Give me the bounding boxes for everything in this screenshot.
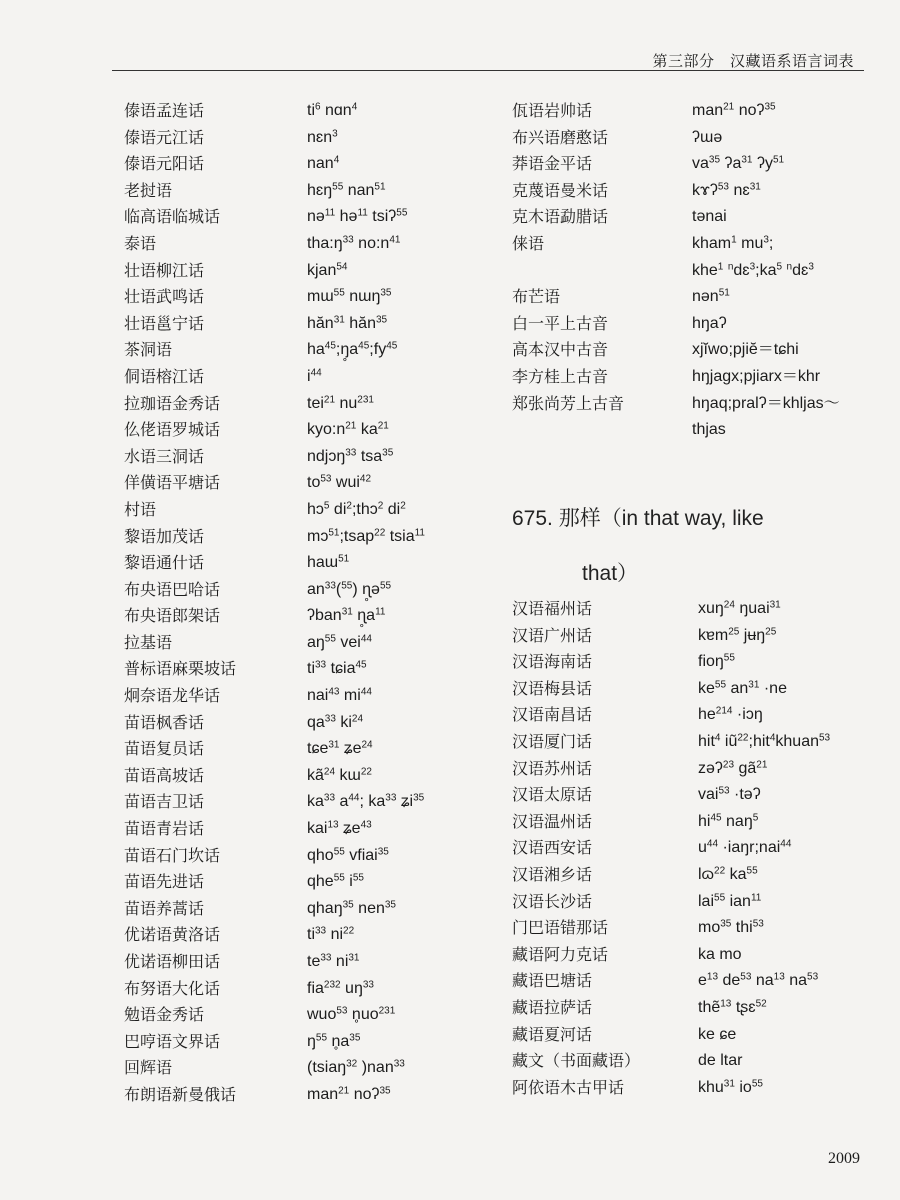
entry-row <box>512 364 872 391</box>
entry-row <box>512 862 882 889</box>
transcription-value: hɔ$^5$ $di^2;thɔ^2$ $di^2$ <box>307 500 406 518</box>
entry-row <box>512 782 882 809</box>
language-label: 苗语先进话 <box>124 872 205 892</box>
transcription-value: $u^{44}$ ·iaŋr;nai$^{44}$ <box>698 838 792 857</box>
transcription-value: haɯ$^{51}$ <box>307 553 350 572</box>
entry-row <box>124 843 504 870</box>
transcription-value: $kã^{24}$ kɯ$^{22}$ <box>307 766 372 784</box>
entry-row <box>512 125 872 152</box>
entry-row <box>124 922 504 949</box>
transcription-value: xjĭwo;pjiĕ＝tɕhi <box>692 341 799 359</box>
transcription-value: fia$^{232}$ $uŋ^{33}$ <box>307 979 374 997</box>
section-title-line2: that） <box>582 562 639 585</box>
transcription-value: $va^{35}$ ʔa$^{31}$ ʔy$^{51}$ <box>692 154 785 173</box>
transcription-value: hŋjagx;pjiarx＝khr <box>692 367 821 385</box>
language-label: 拉珈语金秀话 <box>124 393 221 413</box>
language-label: 汉语湘乡话 <box>512 864 593 884</box>
language-label: 临高语临城话 <box>124 207 221 227</box>
language-label: 郑张尚芳上古音 <box>512 393 625 413</box>
transcription-value: qho$^{55}$ vfiai$^{35}$ <box>307 846 389 864</box>
entry-row <box>512 391 872 418</box>
entry-row <box>512 1075 882 1102</box>
entry-row <box>124 869 504 896</box>
language-label: 苗语养蒿话 <box>124 898 205 918</box>
entry-row <box>512 1022 882 1049</box>
transcription-value: $he^{214}$ ·iɔŋ <box>698 705 763 724</box>
transcription-value: $ke^{55}$ $an^{31} \cdot ne$ <box>698 679 787 697</box>
entry-row <box>124 231 504 258</box>
language-label: 苗语复员话 <box>124 739 205 759</box>
transcription-value: kai$^{13}$ ʑe$^{43}$ <box>307 819 372 838</box>
transcription-value: $ŋ^{55}$ $n̥a^{35}$ <box>307 1032 361 1050</box>
transcription-value: man$^{21}$ noʔ$^{35}$ <box>692 101 776 119</box>
transcription-value: lɷ$^{22}$ $ka^{55}$ <box>698 865 758 883</box>
language-label: 黎语通什话 <box>124 553 205 573</box>
entry-row <box>512 98 872 125</box>
language-label: 高本汉中古音 <box>512 340 609 360</box>
language-label: 壮语邕宁话 <box>124 313 205 333</box>
transcription-value: wuo$^{53}$ $n̥uo^{231}$ <box>307 1005 396 1024</box>
transcription-value: $kyo:n^{21}$ $ka^{21}$ <box>307 420 389 439</box>
language-label: 布央语郎架话 <box>124 606 221 626</box>
entry-row <box>124 683 504 710</box>
transcription-value: $i^{44}$ <box>307 367 322 385</box>
language-label: 优诺语柳田话 <box>124 952 221 971</box>
language-label: 汉语广州话 <box>512 625 593 645</box>
entry-row <box>124 577 504 604</box>
entry-row <box>124 1002 504 1029</box>
page-number: 2009 <box>828 1150 860 1167</box>
entry-row <box>124 497 504 524</box>
transcription-value: ʔɯə <box>692 128 723 146</box>
language-label: 汉语苏州话 <box>512 758 593 778</box>
transcription-value: $aŋ^{55}$ vei$^{44}$ <box>307 633 372 651</box>
language-label: 汉语温州话 <box>512 811 593 831</box>
entry-row <box>512 676 882 703</box>
transcription-value: xuŋ$^{24}$ ŋuai$^{31}$ <box>698 599 781 617</box>
entry-row <box>512 596 882 623</box>
entry-row <box>124 125 504 152</box>
entry-row <box>124 1082 504 1109</box>
transcription-value: khu$^{31}$ $io^{55}$ <box>698 1078 763 1096</box>
entry-row <box>512 942 882 969</box>
transcription-value: $e^{13}$ $de^{53}$ $na^{13}$ $na^{53}$ <box>698 971 819 990</box>
entry-row <box>512 151 872 178</box>
left-column <box>124 98 504 1109</box>
transcription-value: hŋaq;pralʔ＝khljas～ <box>692 394 840 412</box>
language-label: 汉语南昌话 <box>512 705 593 725</box>
transcription-value: kɤʔ$^{53}$ nɛ$^{31}$ <box>692 181 761 199</box>
language-label: 佤语岩帅话 <box>512 101 593 120</box>
entry-row <box>512 311 872 338</box>
language-label: 布努语大化话 <box>124 978 221 998</box>
entry-row <box>124 1055 504 1082</box>
right-column <box>512 98 872 444</box>
transcription-value: $mo^{35}$ thi$^{53}$ <box>698 918 764 937</box>
transcription-value: nan$^4$ <box>307 154 340 173</box>
transcription-value: ʔban$^{31}$ $ɳ̥a^{11}$ <box>307 606 386 625</box>
transcription-value: $ka^{33}$ $a^{44}$; $ka^{33}$ ʑi$^{35}$ <box>307 792 425 811</box>
entry-row <box>124 417 504 444</box>
entry-row <box>512 702 882 729</box>
language-label: 村语 <box>124 499 157 519</box>
header-rule <box>112 70 864 71</box>
transcription-value: nai$^{43}$ $mi^{44}$ <box>307 686 372 705</box>
entry-row <box>124 470 504 497</box>
transcription-value: hɛŋ$^{55}$ nan$^{51}$ <box>307 181 386 199</box>
transcription-value: $ti^{33}$ tɕia$^{45}$ <box>307 659 367 678</box>
language-label: 布朗语新曼俄话 <box>124 1084 237 1104</box>
entry-row <box>124 204 504 231</box>
entry-row <box>512 729 882 756</box>
transcription-value: nən$^{51}$ <box>692 287 730 306</box>
entry-row <box>124 178 504 205</box>
language-label: 水语三洞话 <box>124 446 205 466</box>
transcription-value: fioŋ$^{55}$ <box>698 652 735 671</box>
language-label: 傣语元江话 <box>124 127 205 147</box>
entry-row <box>124 444 504 471</box>
entry-row <box>512 1048 882 1075</box>
transcription-value: qhe$^{55}$ $i^{55}$ <box>307 872 364 891</box>
transcription-value: tei$^{21}$ $nu^{231}$ <box>307 394 374 412</box>
transcription-value: tɕe$^{31}$ ʑe$^{24}$ <box>307 739 373 758</box>
entry-row <box>124 710 504 737</box>
entry-row <box>124 736 504 763</box>
language-label: 傣语孟连话 <box>124 101 205 120</box>
entry-row <box>124 603 504 630</box>
entry-row <box>512 623 882 650</box>
transcription-value: kjan$^{54}$ <box>307 261 348 279</box>
language-label: 藏语夏河话 <box>512 1024 593 1044</box>
entry-row <box>124 311 504 338</box>
entry-row <box>512 809 882 836</box>
language-label: 拉基语 <box>124 632 173 652</box>
transcription-value: lai$^{55}$ ian$^{11}$ <box>698 892 762 910</box>
language-label: 汉语西安话 <box>512 838 593 858</box>
transcription-value: hit$^4$ $iũ^{22};hit^4khuan^{53}$ <box>698 732 831 750</box>
language-label: 白一平上古音 <box>512 313 609 333</box>
language-label: 苗语石门坎话 <box>124 845 221 865</box>
entry-row <box>124 976 504 1003</box>
language-label: 优诺语黄洛话 <box>124 925 221 945</box>
transcription-value: hăn$^{31}$ hăn$^{35}$ <box>307 314 388 332</box>
transcription-value: tənai <box>692 208 727 226</box>
language-label: 布央语巴哈话 <box>124 579 221 599</box>
transcription-value: mɯ$^{55}$ nɯŋ$^{35}$ <box>307 287 392 306</box>
entry-row <box>124 364 504 391</box>
transcription-value: qhaŋ$^{35}$ nen$^{35}$ <box>307 899 396 917</box>
entry-row <box>124 391 504 418</box>
entry-row <box>124 284 504 311</box>
transcription-value: khe$^1$ $^ndɛ^3;ka^5$ $^n$dɛ$^3$ <box>692 261 814 279</box>
language-label: 苗语吉卫话 <box>124 792 205 812</box>
entry-row <box>512 284 872 311</box>
transcription-value: nɛn$^3$ <box>307 128 338 146</box>
entry-row <box>512 337 872 364</box>
language-label: 藏语拉萨话 <box>512 997 593 1017</box>
transcription-value: mɔ$^{51}$;tsap$^{22}$ tsia$^{11}$ <box>307 527 425 545</box>
entry-row <box>512 889 882 916</box>
language-label: 克蔑语曼米话 <box>512 180 609 200</box>
language-label: 巴哼语文界话 <box>124 1031 221 1051</box>
language-label: 仫佬语罗城话 <box>124 420 221 440</box>
transcription-value: kɐm$^{25}$ jʉŋ$^{25}$ <box>698 626 777 644</box>
language-label: 普标语麻栗坡话 <box>124 659 237 679</box>
entry-row <box>124 550 504 577</box>
language-label: 佯僙语平塘话 <box>124 473 221 493</box>
entry-row <box>512 835 882 862</box>
entry-row <box>512 649 882 676</box>
transcription-value: ke ɕe <box>698 1025 737 1043</box>
entry-row <box>512 756 882 783</box>
transcription-value: $qa^{33}$ $ki^{24}$ <box>307 713 364 731</box>
transcription-value: kham$^1$ $mu^3$; <box>692 234 774 252</box>
entry-row <box>512 915 882 942</box>
language-label: 藏语巴塘话 <box>512 971 593 991</box>
language-label: 苗语高坡话 <box>124 765 205 785</box>
transcription-value: $tha:ŋ^{33}$ $no:n^{41}$ <box>307 234 401 252</box>
entry-row <box>124 763 504 790</box>
language-label: 茶洞语 <box>124 340 173 360</box>
language-label: 泰语 <box>124 233 157 253</box>
language-label: 傣语元阳话 <box>124 154 205 174</box>
transcription-value: $ti^6$ nɑn$^4$ <box>307 101 358 119</box>
transcription-value: vai$^{53}$ ·təʔ <box>698 785 761 804</box>
transcription-value: zəʔ$^{23}$ $gã^{21}$ <box>698 759 768 777</box>
language-label: 李方桂上古音 <box>512 366 609 386</box>
language-label: 汉语厦门话 <box>512 731 593 751</box>
transcription-value: $ti^{33}$ $ni^{22}$ <box>307 925 355 944</box>
entry-row <box>124 337 504 364</box>
entry-row <box>512 231 872 258</box>
transcription-value: ka mo <box>698 945 742 963</box>
language-label: 布兴语磨憨话 <box>512 127 609 147</box>
entry-row <box>124 949 504 976</box>
entry-row <box>124 98 504 125</box>
transcription-value: de ltar <box>698 1052 743 1070</box>
language-label: 藏语阿力克话 <box>512 944 609 964</box>
running-header: 第三部分 汉藏语系语言词表 <box>652 54 854 70</box>
language-label: 炯奈语龙华话 <box>124 686 221 706</box>
language-label: 汉语长沙话 <box>512 891 593 911</box>
language-label: 克木语勐腊话 <box>512 207 609 227</box>
transcription-value: $an^{33}(^{55})$ ɳ̥ə$^{55}$ <box>307 580 392 598</box>
language-label: 壮语武鸣话 <box>124 287 205 307</box>
entry-row <box>512 258 872 285</box>
language-label: 苗语枫香话 <box>124 712 205 732</box>
transcription-value: man$^{21}$ noʔ$^{35}$ <box>307 1085 391 1103</box>
entry-row <box>124 258 504 285</box>
entry-row <box>124 656 504 683</box>
transcription-value: thjas <box>692 421 726 439</box>
entry-row <box>512 417 872 444</box>
transcription-value: $hi^{45}$ naŋ$^5$ <box>698 812 759 830</box>
language-label: 俫语 <box>512 233 545 253</box>
language-label: 苗语青岩话 <box>124 819 205 839</box>
language-label: 门巴语错那话 <box>512 918 609 938</box>
language-label: 布芒语 <box>512 287 561 307</box>
section-title-line1: 675. 那样（in that way, like <box>512 507 764 530</box>
language-label: 莽语金平话 <box>512 154 593 174</box>
entry-row <box>124 151 504 178</box>
language-label: 黎语加茂话 <box>124 526 205 546</box>
language-label: 藏文（书面藏语） <box>512 1051 641 1071</box>
section-rows <box>512 596 882 1101</box>
language-label: 侗语榕江话 <box>124 366 205 386</box>
entry-row <box>512 968 882 995</box>
language-label: 壮语柳江话 <box>124 260 205 280</box>
transcription-value: ndjɔŋ$^{33}$ tsa$^{35}$ <box>307 447 394 465</box>
entry-row <box>124 896 504 923</box>
language-label: 阿依语木古甲话 <box>512 1077 625 1097</box>
language-label: 回辉语 <box>124 1058 173 1078</box>
entry-row <box>512 178 872 205</box>
transcription-value: $te^{33}$ $ni^{31}$ <box>307 952 360 970</box>
language-label: 汉语福州话 <box>512 599 593 618</box>
transcription-value: $to^{53}$ wui$^{42}$ <box>307 473 372 492</box>
language-label: 汉语海南话 <box>512 652 593 672</box>
transcription-value: (tsiaŋ$^{32}$ )nan$^{33}$ <box>307 1058 405 1077</box>
entry-row <box>124 524 504 551</box>
entry-row <box>124 1029 504 1056</box>
entry-row <box>124 789 504 816</box>
entry-row <box>124 630 504 657</box>
entry-row <box>124 816 504 843</box>
transcription-value: $ha^{45};ŋ̥a^{45};fy^{45}$ <box>307 340 398 359</box>
transcription-value: thẽ$^{13}$ tʂɛ$^{52}$ <box>698 998 767 1016</box>
transcription-value: nə$^{11}$ hə$^{11}$ tsiʔ$^{55}$ <box>307 207 408 226</box>
entry-row <box>512 204 872 231</box>
language-label: 汉语太原话 <box>512 785 593 805</box>
entry-row <box>512 995 882 1022</box>
language-label: 勉语金秀话 <box>124 1005 205 1025</box>
transcription-value: hŋaʔ <box>692 314 727 332</box>
language-label: 汉语梅县话 <box>512 678 593 698</box>
language-label: 老挝语 <box>124 180 173 200</box>
